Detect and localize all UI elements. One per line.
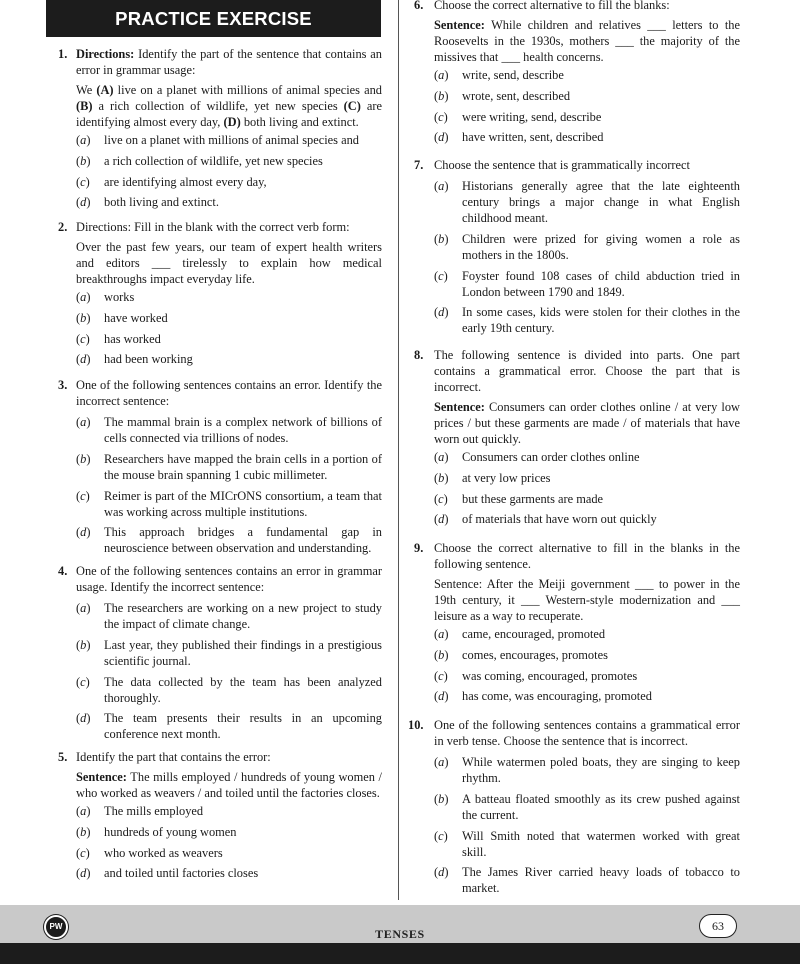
question-sentence: Over the past few years, our team of expert health writers and editors ___ tirelessly to explain how medical breakthroughs impact everyday life. bbox=[76, 240, 382, 286]
option-letter: (a) bbox=[434, 450, 449, 464]
option-b[interactable]: (b) at very low prices bbox=[434, 470, 551, 485]
option-d[interactable]: (d) The James River carried heavy loads of tobacco to market. bbox=[434, 865, 740, 896]
option-letter: (a) bbox=[434, 755, 449, 769]
option-d[interactable]: (d) In some cases, kids were stolen for their clothes in the early 19th century. bbox=[434, 305, 740, 336]
question-9 bbox=[414, 540, 740, 709]
question-text: Identify the part that contains the error: bbox=[76, 750, 271, 764]
option-letter: (b) bbox=[76, 637, 91, 652]
option-a[interactable]: (a) The researchers are working on a new project to study the impact of climate change. bbox=[76, 601, 382, 631]
question-number: 1. bbox=[58, 47, 68, 61]
option-a[interactable]: (a) write, send, describe bbox=[434, 68, 564, 82]
option-letter: (d) bbox=[434, 689, 449, 704]
option-b[interactable]: (b) wrote, sent, described bbox=[434, 88, 571, 103]
question-5 bbox=[58, 749, 382, 886]
option-a[interactable]: (a) The mills employed bbox=[76, 804, 204, 818]
option-b[interactable]: (b) hundreds of young women bbox=[76, 824, 237, 839]
option-letter: (a) bbox=[434, 68, 449, 82]
option-c[interactable]: (c) but these garments are made bbox=[434, 491, 604, 506]
option-letter: (a) bbox=[434, 627, 449, 641]
option-letter: (c) bbox=[434, 828, 448, 843]
option-letter: (c) bbox=[76, 174, 90, 189]
option-letter: (c) bbox=[434, 268, 448, 283]
option-letter: (c) bbox=[76, 845, 90, 860]
option-letter: (c) bbox=[76, 488, 90, 503]
option-d[interactable]: (d) This approach bridges a fundamental gap in neuroscience between observation and understanding. bbox=[76, 525, 382, 556]
question-text: Directions: Identify the part of the sentence that contains an error in grammar usage: bbox=[76, 47, 382, 77]
chapter-title: TENSES bbox=[375, 927, 425, 941]
pw-logo-icon: PW bbox=[44, 915, 68, 939]
option-letter: (d) bbox=[434, 305, 449, 320]
option-letter: (b) bbox=[76, 824, 91, 839]
option-letter: (d) bbox=[434, 512, 449, 527]
question-text: One of the following sentences contains an error in grammar usage. Identify the incorrect sentence: bbox=[76, 564, 382, 594]
exercise-title: PRACTICE EXERCISE bbox=[46, 0, 381, 37]
option-b[interactable]: (b) A batteau floated smoothly as its crew pushed against the current. bbox=[434, 791, 740, 822]
question-8 bbox=[414, 347, 740, 532]
question-number: 4. bbox=[58, 564, 68, 578]
option-letter: (b) bbox=[76, 153, 91, 168]
option-letter: (c) bbox=[434, 668, 448, 683]
question-3 bbox=[58, 377, 382, 561]
option-c[interactable]: (c) Foyster found 108 cases of child abduction tried in London between 1790 and 1849. bbox=[434, 268, 740, 299]
option-letter: (a) bbox=[76, 415, 91, 429]
option-d[interactable]: (d) had been working bbox=[76, 352, 193, 367]
question-10 bbox=[408, 717, 740, 901]
option-a[interactable]: (a) Historians generally agree that the late eighteenth century brings a major change in what English childhood meant. bbox=[434, 179, 740, 225]
question-sentence: Sentence: After the Meiji government ___ to power in the 19th century, it ___ Western-style modernization and ___ leisure as a way to recuperate. bbox=[434, 577, 740, 623]
question-text: Choose the correct alternative to fill in the blanks in the following sentence. bbox=[434, 541, 740, 571]
question-text: Choose the sentence that is grammatically incorrect bbox=[434, 158, 690, 172]
question-6 bbox=[414, 0, 740, 150]
question-text: Choose the correct alternative to fill the blanks: bbox=[434, 0, 670, 12]
option-letter: (b) bbox=[434, 231, 449, 246]
option-letter: (d) bbox=[76, 352, 91, 367]
question-number: 6. bbox=[414, 0, 424, 12]
option-b[interactable]: (b) Researchers have mapped the brain cells in a portion of the mouse brain spanning 1 cubic millimeter. bbox=[76, 451, 382, 482]
option-letter: (d) bbox=[434, 865, 449, 880]
option-c[interactable]: (c) Reimer is part of the MICrONS consortium, a team that was working across multiple institutions. bbox=[76, 488, 382, 519]
option-d[interactable]: (d) of materials that have worn out quickly bbox=[434, 512, 657, 527]
option-d[interactable]: (d) has come, was encouraging, promoted bbox=[434, 689, 652, 704]
question-number: 7. bbox=[414, 158, 424, 172]
option-letter: (b) bbox=[76, 310, 91, 325]
option-b[interactable]: (b) Last year, they published their findings in a prestigious scientific journal. bbox=[76, 637, 382, 668]
question-1 bbox=[58, 46, 382, 215]
option-a[interactable]: (a) works bbox=[76, 290, 135, 304]
option-c[interactable]: (c) The data collected by the team has been analyzed thoroughly. bbox=[76, 674, 382, 705]
question-text: One of the following sentences contains a grammatical error in verb tense. Choose the sentence that is incorrect. bbox=[434, 718, 740, 748]
column-divider bbox=[398, 0, 399, 900]
question-sentence: We (A) live on a planet with millions of animal species and (B) a rich collection of wildlife, yet new species (C) are identifying almost every day, (D) both living and extinct. bbox=[76, 83, 382, 129]
option-letter: (b) bbox=[434, 470, 449, 485]
option-c[interactable]: (c) Will Smith noted that watermen worked with great skill. bbox=[434, 828, 740, 859]
question-number: 8. bbox=[414, 348, 424, 362]
question-text: The following sentence is divided into parts. One part contains a grammatical error. Choose the part that is incorrect. bbox=[434, 348, 740, 394]
question-number: 2. bbox=[58, 220, 68, 234]
question-sentence: Sentence: While children and relatives ___ letters to the Roosevelts in the 1930s, mothers ___ the majority of the missives that ___ health concerns. bbox=[434, 18, 740, 64]
option-letter: (a) bbox=[76, 601, 91, 615]
question-text: One of the following sentences contains an error. Identify the incorrect sentence: bbox=[76, 378, 382, 408]
option-c[interactable]: (c) was coming, encouraged, promotes bbox=[434, 668, 638, 683]
option-letter: (c) bbox=[434, 491, 448, 506]
option-b[interactable]: (b) have worked bbox=[76, 310, 168, 325]
option-c[interactable]: (c) has worked bbox=[76, 331, 161, 346]
question-sentence: Sentence: Consumers can order clothes online / at very low prices / but these garments are made / of materials that have worn out quickly. bbox=[434, 400, 740, 446]
footer-strip bbox=[0, 943, 800, 964]
option-letter: (b) bbox=[434, 88, 449, 103]
option-a[interactable]: (a) live on a planet with millions of animal species and bbox=[76, 133, 359, 147]
question-4 bbox=[58, 563, 382, 747]
option-letter: (d) bbox=[76, 866, 91, 881]
option-letter: (b) bbox=[434, 647, 449, 662]
option-a[interactable]: (a) The mammal brain is a complex network of billions of cells connected via trillions of nodes. bbox=[76, 415, 382, 445]
option-c[interactable]: (c) are identifying almost every day, bbox=[76, 174, 267, 189]
question-number: 3. bbox=[58, 378, 68, 392]
option-letter: (c) bbox=[434, 109, 448, 124]
option-b[interactable]: (b) comes, encourages, promotes bbox=[434, 647, 608, 662]
option-letter: (c) bbox=[76, 674, 90, 689]
option-letter: (d) bbox=[434, 130, 449, 145]
option-b[interactable]: (b) Children were prized for giving women a role as mothers in the 1800s. bbox=[434, 231, 740, 262]
option-c[interactable]: (c) were writing, send, describe bbox=[434, 109, 602, 124]
option-a[interactable]: (a) Consumers can order clothes online bbox=[434, 450, 640, 464]
option-a[interactable]: (a) While watermen poled boats, they are singing to keep rhythm. bbox=[434, 755, 740, 785]
option-d[interactable]: (d) have written, sent, described bbox=[434, 130, 604, 145]
question-7 bbox=[414, 157, 740, 341]
option-letter: (a) bbox=[76, 133, 91, 147]
question-number: 5. bbox=[58, 750, 68, 764]
question-sentence: Sentence: The mills employed / hundreds of young women / who worked as weavers / and toiled until the factories closes. bbox=[76, 770, 382, 800]
option-letter: (d) bbox=[76, 711, 91, 726]
page-number: 63 bbox=[699, 914, 737, 938]
option-letter: (b) bbox=[434, 791, 449, 806]
option-letter: (b) bbox=[76, 451, 91, 466]
option-d[interactable]: (d) and toiled until factories closes bbox=[76, 866, 259, 881]
option-letter: (a) bbox=[76, 804, 91, 818]
question-2 bbox=[58, 219, 382, 372]
option-letter: (c) bbox=[76, 331, 90, 346]
question-text: Directions: Fill in the blank with the correct verb form: bbox=[76, 220, 350, 234]
option-letter: (a) bbox=[76, 290, 91, 304]
option-letter: (a) bbox=[434, 179, 449, 193]
question-number: 10. bbox=[408, 718, 424, 732]
option-a[interactable]: (a) came, encouraged, promoted bbox=[434, 627, 606, 641]
option-letter: (d) bbox=[76, 525, 91, 540]
option-d[interactable]: (d) The team presents their results in an upcoming conference next month. bbox=[76, 711, 382, 742]
option-c[interactable]: (c) who worked as weavers bbox=[76, 845, 223, 860]
option-letter: (d) bbox=[76, 195, 91, 210]
option-b[interactable]: (b) a rich collection of wildlife, yet new species bbox=[76, 153, 323, 168]
question-number: 9. bbox=[414, 541, 424, 555]
option-d[interactable]: (d) both living and extinct. bbox=[76, 195, 219, 210]
